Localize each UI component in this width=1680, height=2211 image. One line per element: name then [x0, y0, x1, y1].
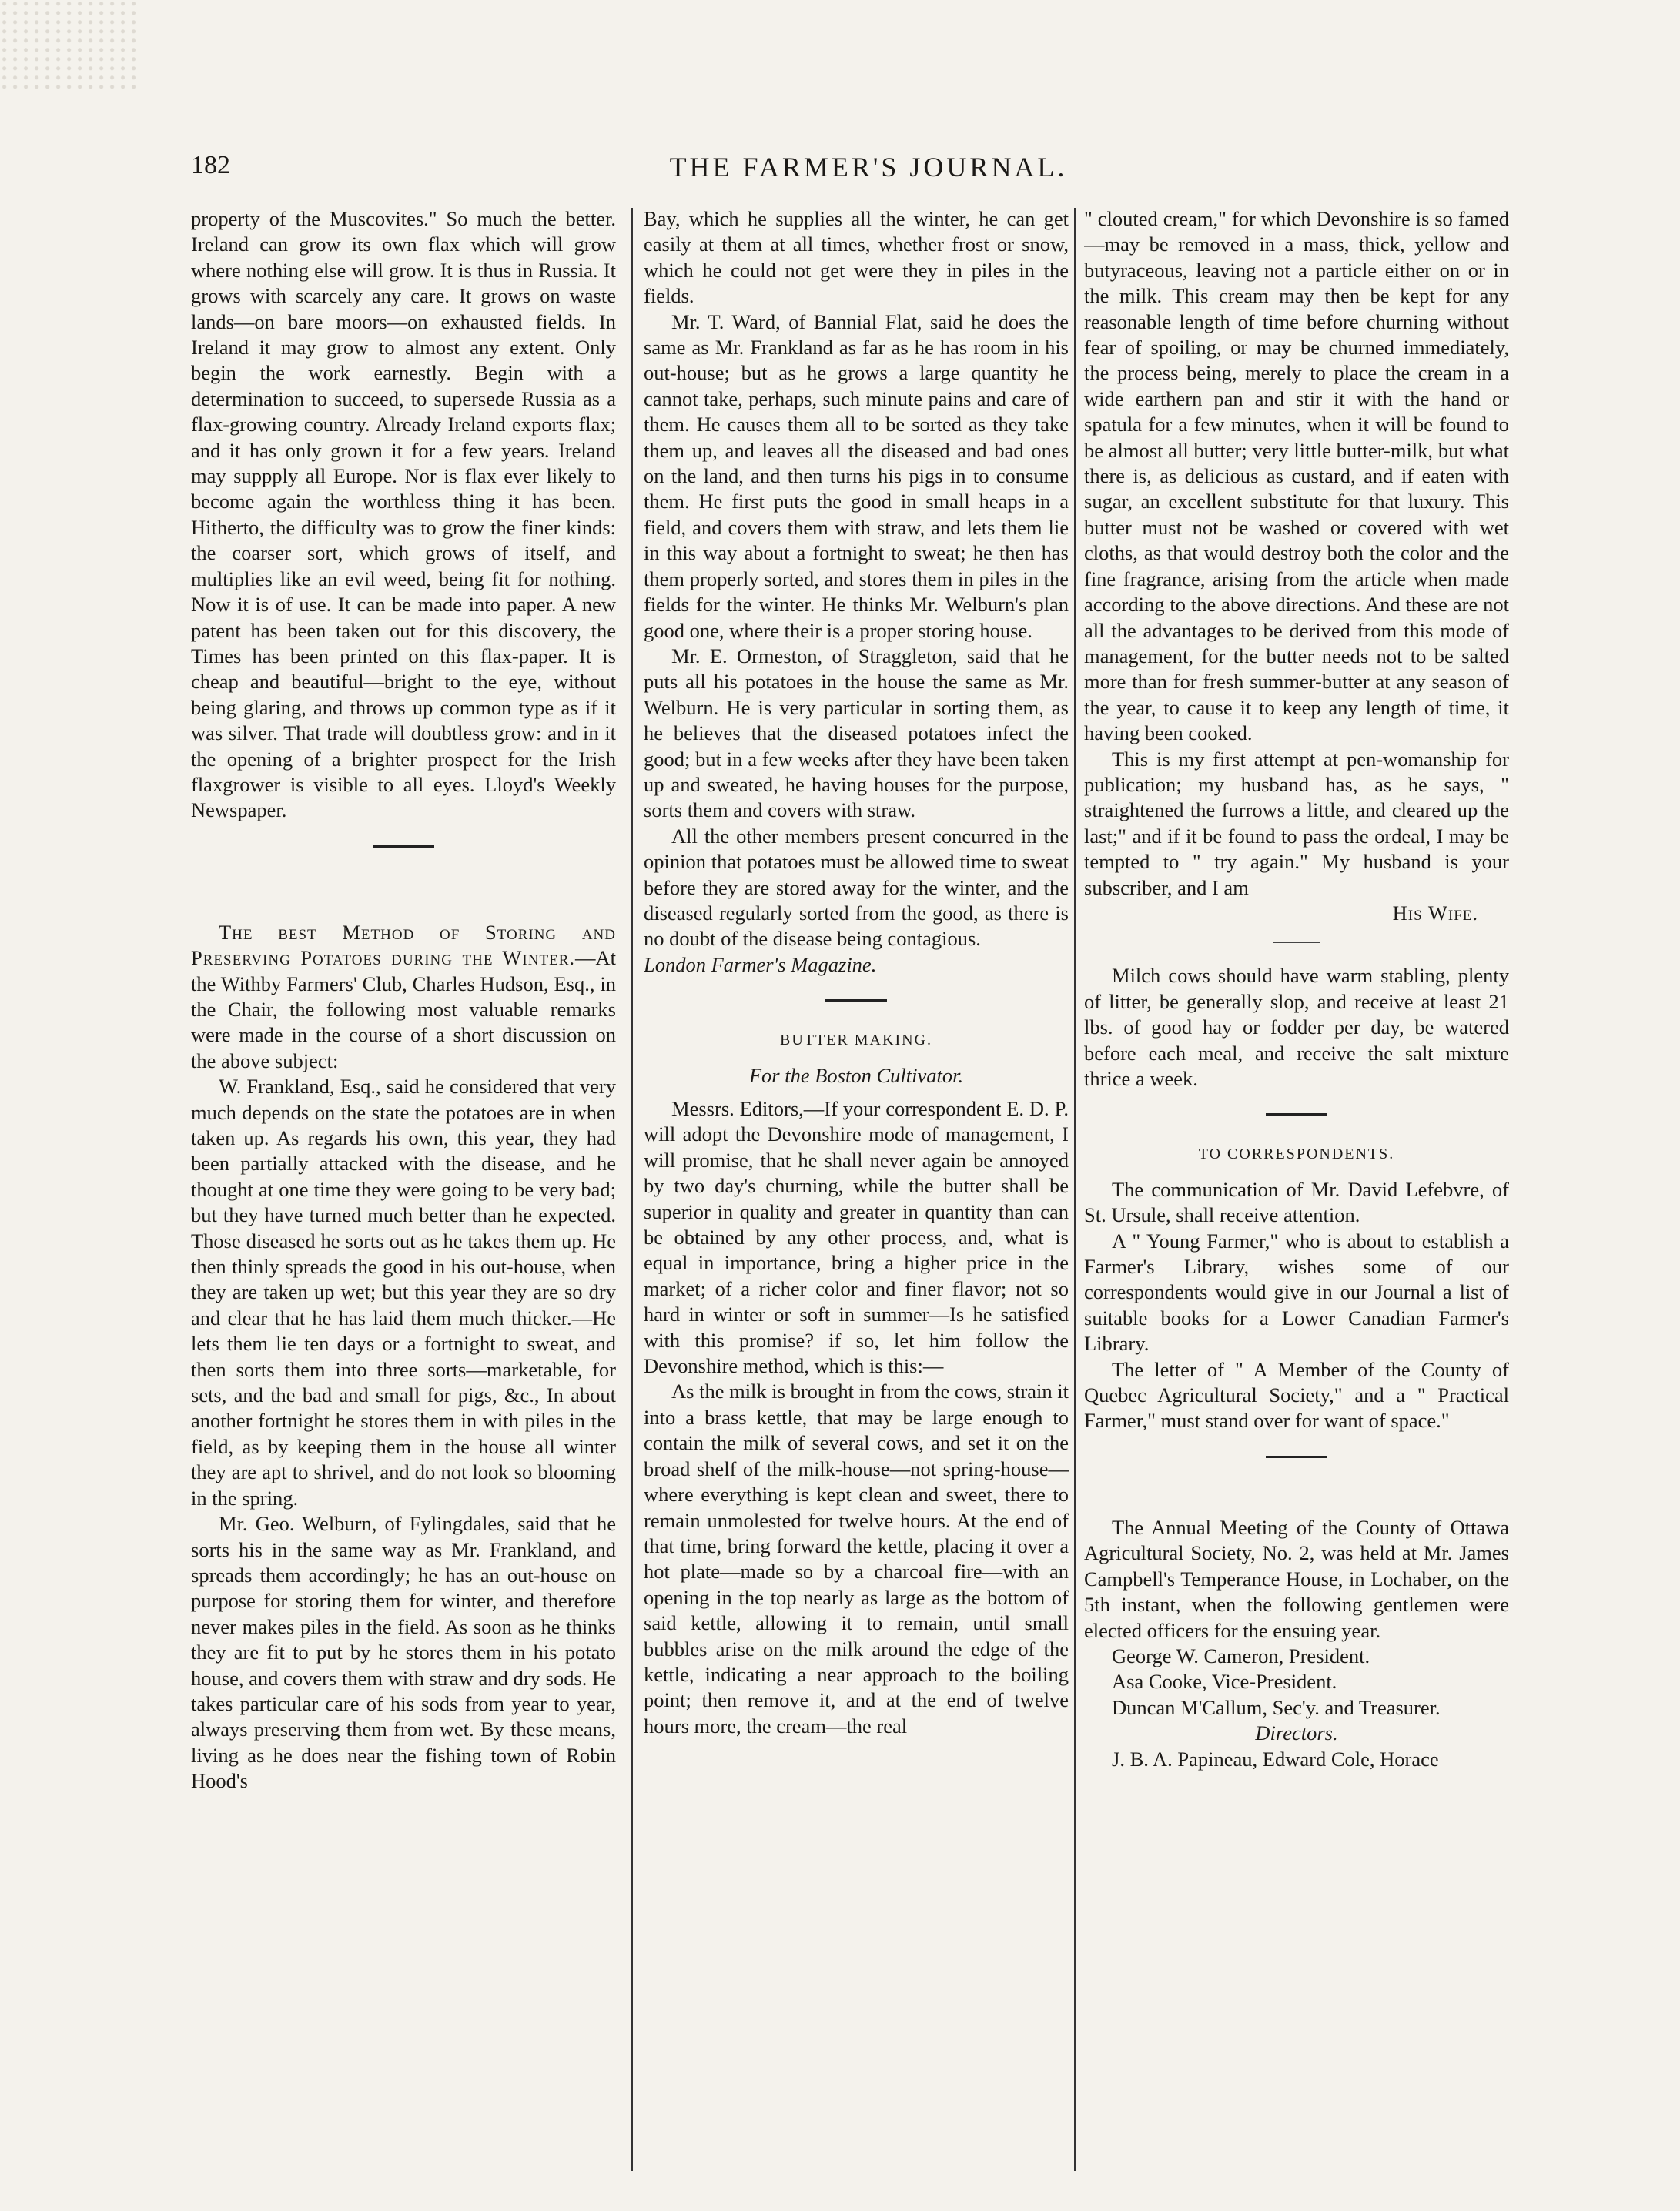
article-separator — [1273, 942, 1320, 943]
butter-making-heading: BUTTER MAKING. — [780, 1032, 932, 1049]
milch-cows-paragraph: Milch cows should have warm stabling, plenty of litter, be generally slop, and receive at least 21 lbs. of good hay or fodder per day, be watered before each meal, and receive the salt mixture thrice a week. — [1084, 964, 1509, 1090]
flax-article-text: property of the Muscovites." So much the better. Ireland can grow its own flax which will grow where nothing else will grow. It is thus in Russia. It grows with scarcely any care. It grows on waste lands—on bare moors—on exhausted fields. In Ireland it may grow to almost any extent. Only begin the work earnestly. Begin with a determination to succeed, to supersede Russia as a flax-growing country. Already Ireland exports flax; and it has only grown it for a few years. Ireland may suppply all Europe. Nor is flax ever likely to become again the worthless thing it has been. Hitherto, the difficulty was to grow the finer kinds: the coarser sort, which grows of itself, and multiplies like an evil weed, being fit for nothing. Now it is of use. It can be made into paper. A new patent has been taken out for this discovery, the Times has been printed on this flax-paper. It is cheap and beautiful—bright to the eye, without being glaring, and throws up common type as if it was silver. That trade will doubtless grow: and in it the opening of a brighter prospect for the Irish flaxgrower is visible to all eyes. Lloyd's Weekly Newspaper. — [191, 207, 616, 822]
clouted-cream-paragraph: " clouted cream," for which Devonshire is so famed—may be removed in a mass, thick, yellow and butyraceous, leaving not a particle either on or in the milk. This cream may then be kept for any reasonable length of time before churning without fear of spoiling, or may be churned immediately, the process being, merely to place the cream in a wide earthern pan and stir it with the hand or spatula for a few minutes, when it will be found to be almost all butter; very little butter-milk, but what there is, as delicious as custard, and if eaten with sugar, an excellent substitute for that luxury. This butter must not be washed or covered with wet cloths, as that would destroy both the color and the fine fragrance, arising from the article when made according to the above directions. And these are not all the advantages to be derived from this mode of management, for the butter needs not to be salted more than for fresh summer-butter at any season of the year, to cause it to keep any length of time, it having been cooked. — [1084, 207, 1509, 745]
potato-article-lead — [191, 920, 616, 1074]
article-separator — [1266, 1456, 1327, 1458]
welburn-paragraph: Mr. Geo. Welburn, of Fylingdales, said that he sorts his in the same way as Mr. Frankland, and spreads them accordingly; he has an out-house on purpose for storing them for winter, and therefore never makes piles in the field. As soon as he thinks they are fit to put by he stores them in his potato house, and covers them with straw and dry sods. He takes particular care of his sods from year to year, always preserving them from wet. By these means, living as he does near the fishing town of Robin Hood's — [191, 1512, 616, 1793]
milk-paragraph: As the milk is brought in from the cows, strain it into a brass kettle, that may be large enough to contain the milk of several cows, and set it on the broad shelf of the milk-house—not spring-house—where everything is kept clean and sweet, there to remain unmolested for twelve hours. At the end of that time, bring forward the kettle, placing it over a hot plate—made so by a charcoal fire—with an opening in the top nearly as large as the bottom of said kettle, allowing it to remain, until small bubbles arise on the milk around the edge of the kettle, indicating a near approach to the boiling point; then remove it, and at the end of twelve hours more, the cream—the real — [644, 1380, 1069, 1738]
spacer — [191, 874, 616, 920]
paper-speckle — [0, 0, 139, 92]
welburn-continued: Bay, which he supplies all the winter, he can get easily at them at all times, whether frost or snow, which he could not get were they in piles in the fields. — [644, 207, 1069, 308]
column-2 — [644, 206, 1069, 2177]
column-rule-right — [1074, 208, 1076, 2171]
page-number: 182 — [191, 151, 230, 179]
butter-making-subheading: For the Boston Cultivator. — [748, 1063, 964, 1087]
members-paragraph: All the other members present concurred in the opinion that potatoes must be allowed time to sweat before they are stored away for the winter, and the diseased regularly sorted from the good, as there is no doubt of the disease being contagious. — [644, 824, 1069, 951]
column-rule-left — [631, 208, 633, 2171]
messrs-editors-paragraph: Messrs. Editors,—If your correspondent E. D. P. will adopt the Devonshire mode of management, I will promise, that he shall never again be annoyed by two day's churning, while the butter shall be superior in quality and greater in quantity than can be obtained by any other process, and, what is equal in importance, bring a higher price in the market; of a richer color and finer flavor; not so hard in winter or soft in summer—Is he satisfied with this promise? if so, let him follow the Devonshire method, which is this:— — [644, 1097, 1069, 1378]
article-separator — [373, 845, 434, 848]
correspondent-note-2: A " Young Farmer," who is about to establish a Farmer's Library, wishes some of our correspondents would give in our Journal a list of suitable books for a Lower Canadian Farmer's Library. — [1084, 1229, 1509, 1356]
potato-article-intro: —At the Withby Farmers' Club, Charles Hudson, Esq., in the Chair, the following most valuable remarks were made in the course of a short discussion on the above subject: — [191, 946, 616, 1072]
ward-paragraph: Mr. T. Ward, of Bannial Flat, said he does the same as Mr. Frankland as far as he has room in his out-house; but as he grows a large quantity he cannot take, perhaps, such minute pains and care of them. He causes them all to be sorted as they take them up, and leaves all the diseased and bad ones on the land, and then turns his pigs in to consume them. He first puts the good in small heaps in a field, and covers them with straw, and lets them lie in this way about a fortnight to sweat; he then has them properly sorted, and stores them in piles in the fields for the winter. He thinks Mr. Welburn's plan good one, where their is a proper storing house. — [644, 309, 1069, 642]
page-header — [191, 151, 1546, 197]
directors-list: J. B. A. Papineau, Edward Cole, Horace — [1112, 1747, 1439, 1771]
officer-secretary: Duncan M'Callum, Sec'y. and Treasurer. — [1112, 1695, 1441, 1719]
column-3 — [1084, 206, 1509, 2177]
officer-vice-president: Asa Cooke, Vice-President. — [1112, 1670, 1337, 1694]
directors-heading: Directors. — [1255, 1721, 1338, 1745]
article-separator — [1266, 1113, 1327, 1116]
correspondent-note-3: The letter of " A Member of the County of Quebec Agricultural Society," and a " Practical Farmer," must stand over for want of space." — [1084, 1357, 1509, 1433]
ormeston-paragraph: Mr. E. Ormeston, of Straggleton, said that he puts all his potatoes in the house the same as Mr. Welburn. He is very particular in sorting them, as he believes that the diseased potatoes infect the good; but in a few weeks after they have been taken up and sweated, he having houses for the purpose, sorts them and covers with straw. — [644, 644, 1069, 822]
journal-title: THE FARMER'S JOURNAL. — [669, 152, 1068, 182]
article-source: London Farmer's Magazine. — [644, 952, 877, 976]
article-separator — [825, 999, 887, 1002]
signature: His Wife. — [1392, 901, 1478, 925]
first-attempt-paragraph: This is my first attempt at pen-womanship for publication; my husband has, as he says, " straightened the furrows a little, and cleared up the last;" and if it be found to pass the ordeal, I may be tempted to " try again." My husband is your subscriber, and I am — [1084, 747, 1509, 899]
spacer — [1084, 1484, 1509, 1515]
frankland-paragraph: W. Frankland, Esq., said he considered that very much depends on the state the potatoes are in when taken up. As regards his own, this year, they had been partially attacked with the disease, and he thought at one time they were going to be very bad; but they have turned much better than he expected. Those diseased he sorts out as he takes them up. He then thinly spreads the good in his out-house, when they are taken up wet; but this year they are so dry and clear that he has laid them much thicker.—He lets them lie ten days or a fortnight to sweat, and then sorts them into three sorts—marketable, for sets, and the bad and small for pigs, &c., In about another fortnight he stores them in with piles in the field, as by keeping them in the house all winter they are apt to shrivel, and do not look so blooming in the spring. — [191, 1075, 616, 1510]
correspondent-note-1: The communication of Mr. David Lefebvre, of St. Ursule, shall receive attention. — [1084, 1177, 1509, 1227]
potato-article-title: The best Method of Storing and Preserving Potatoes during the Winter. — [191, 920, 616, 970]
correspondents-heading: TO CORRESPONDENTS. — [1198, 1146, 1395, 1163]
column-1 — [191, 206, 616, 2177]
annual-meeting-paragraph: The Annual Meeting of the County of Ottawa Agricultural Society, No. 2, was held at Mr. James Campbell's Temperance House, in Lochaber, on the 5th instant, when the following gentlemen were elected officers for the ensuing year. — [1084, 1515, 1509, 1642]
officer-president: George W. Cameron, President. — [1112, 1644, 1370, 1667]
